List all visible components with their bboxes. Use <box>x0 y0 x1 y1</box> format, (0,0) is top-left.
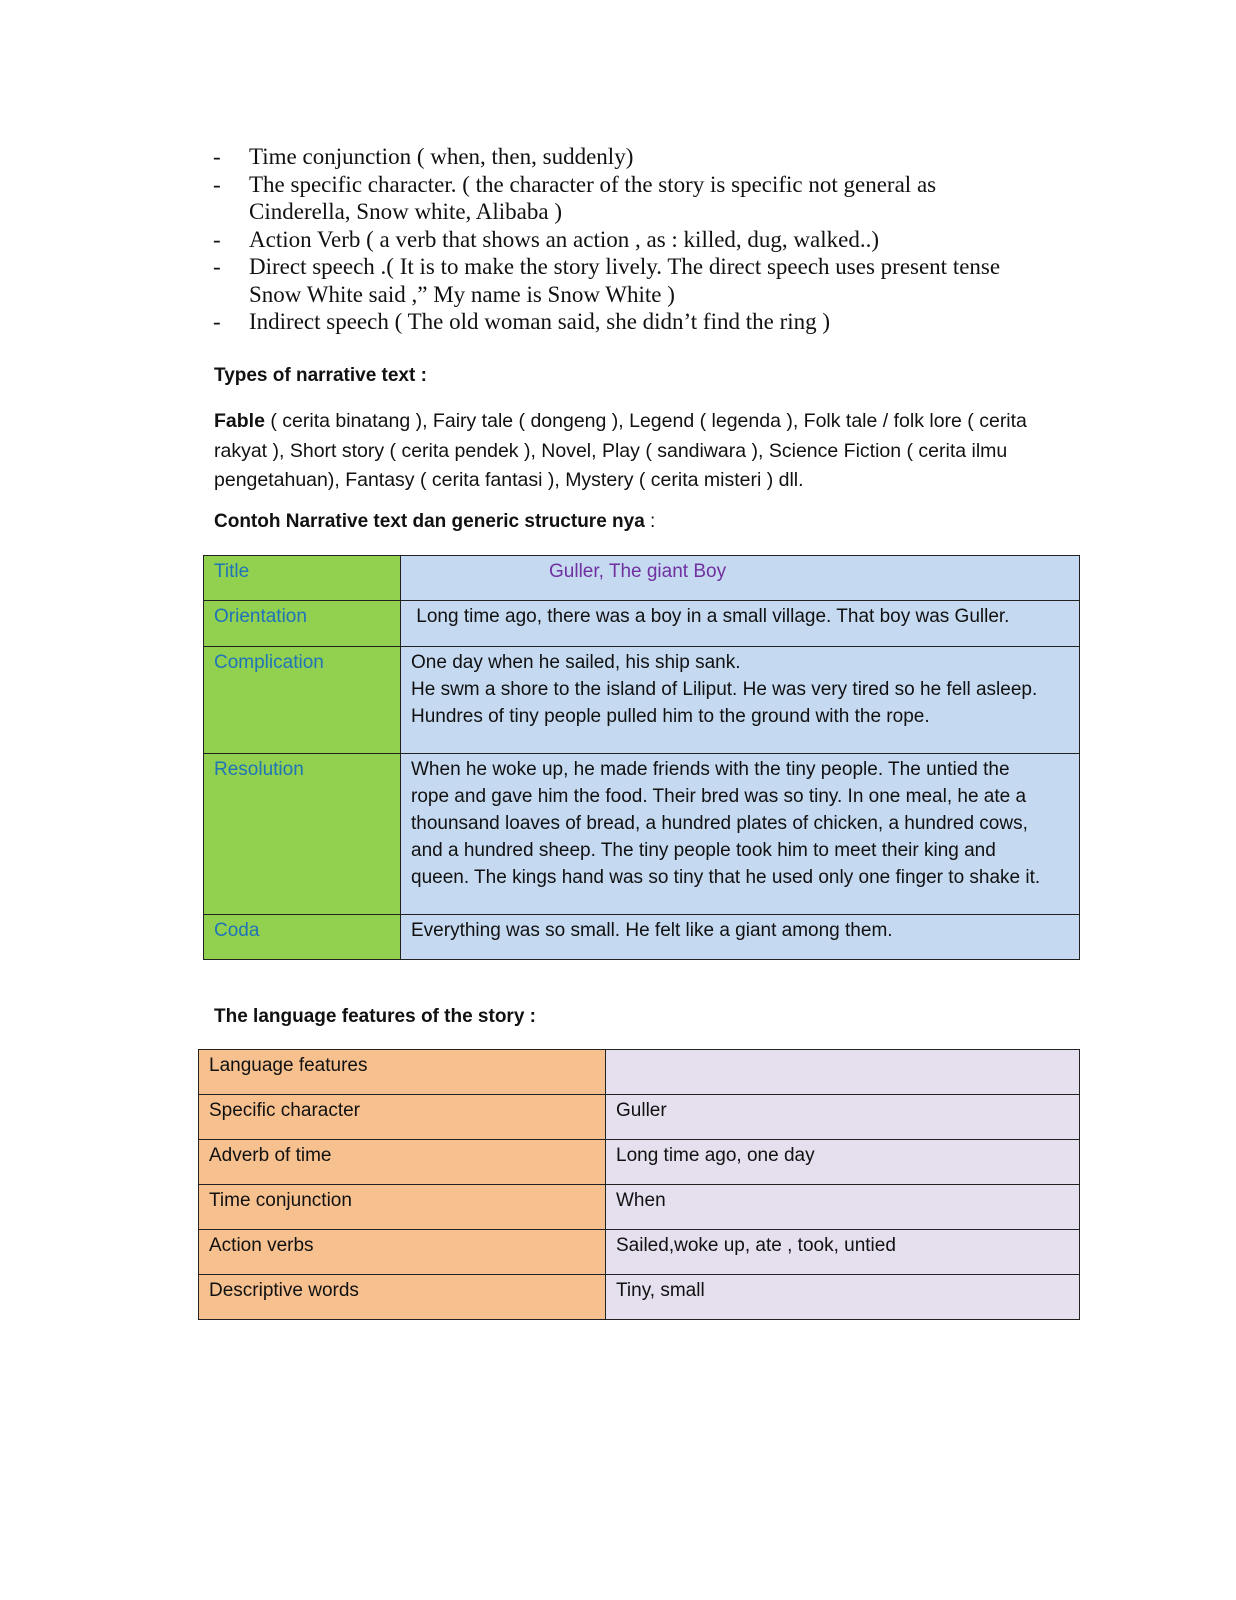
bullet-text: Indirect speech ( The old woman said, she didn’t find the ring ) <box>249 309 831 334</box>
features-heading: The language features of the story : <box>214 1006 536 1027</box>
feature-cell: Time conjunction <box>199 1185 606 1230</box>
label-resolution: Resolution <box>204 754 401 915</box>
types-lead: Fable <box>214 410 265 432</box>
value-cell: Guller <box>606 1095 1080 1140</box>
types-text: ( cerita binatang ), Fairy tale ( dongeng ), Legend ( legenda ), Folk tale / folk lore ( cerita rakyat ), Short story ( cerita pendek ), Novel, Play ( sandiwara ), Science Fiction ( cerita ilmu pengetahuan), Fantasy ( cerita fantasi ), Mystery ( cerita misteri ) dll. <box>214 410 1027 491</box>
contoh-heading: Contoh Narrative text dan generic structure nya : <box>214 511 656 532</box>
types-paragraph <box>214 407 1054 496</box>
bullet-item: - The specific character. ( the character of the story is specific not general as Cinderella, Snow white, Alibaba ) <box>213 171 1053 226</box>
bullet-item: - Direct speech .( It is to make the story lively. The direct speech uses present tense Snow White said ,” My name is Snow White ) <box>213 253 1053 308</box>
value-cell: Sailed,woke up, ate , took, untied <box>606 1230 1080 1275</box>
complication-text: One day when he sailed, his ship sank. He swm a shore to the island of Liliput. He was very tired so he fell asleep. Hundres of tiny people pulled him to the ground with the rope. <box>401 647 1080 754</box>
label-title: Title <box>204 556 401 601</box>
label-complication: Complication <box>204 647 401 754</box>
bullet-list <box>213 143 1053 336</box>
value-cell: When <box>606 1185 1080 1230</box>
language-features-table <box>198 1049 1080 1320</box>
table-row <box>199 1275 1080 1320</box>
table-row <box>204 915 1080 960</box>
table-row <box>199 1095 1080 1140</box>
feature-cell: Specific character <box>199 1095 606 1140</box>
table-row <box>204 754 1080 915</box>
table-row <box>204 601 1080 647</box>
value-cell: Tiny, small <box>606 1275 1080 1320</box>
types-heading: Types of narrative text : <box>214 365 427 386</box>
table-row <box>199 1185 1080 1230</box>
bullet-text: Direct speech .( It is to make the story lively. The direct speech uses present tense <box>249 254 1001 279</box>
bullet-item: - Action Verb ( a verb that shows an action , as : killed, dug, walked..) <box>213 226 1053 254</box>
table-row <box>204 647 1080 754</box>
orientation-text: Long time ago, there was a boy in a small village. That boy was Guller. <box>401 601 1080 647</box>
story-title: Guller, The giant Boy <box>401 556 1080 601</box>
bullet-text: Time conjunction ( when, then, suddenly) <box>249 144 634 169</box>
table-row <box>199 1050 1080 1095</box>
bullet-item: - Time conjunction ( when, then, suddenly) <box>213 143 1053 171</box>
feature-cell: Adverb of time <box>199 1140 606 1185</box>
value-cell: Long time ago, one day <box>606 1140 1080 1185</box>
coda-text: Everything was so small. He felt like a giant among them. <box>401 915 1080 960</box>
bullet-text: Cinderella, Snow white, Alibaba ) <box>249 199 562 224</box>
feature-cell: Action verbs <box>199 1230 606 1275</box>
table-row <box>199 1140 1080 1185</box>
bullet-text: Action Verb ( a verb that shows an action , as : killed, dug, walked..) <box>249 226 880 252</box>
label-coda: Coda <box>204 915 401 960</box>
narrative-structure-table <box>203 555 1080 960</box>
feature-cell: Language features <box>199 1050 606 1095</box>
bullet-item: - Indirect speech ( The old woman said, she didn’t find the ring ) <box>213 308 1053 336</box>
feature-cell: Descriptive words <box>199 1275 606 1320</box>
table-row <box>199 1230 1080 1275</box>
bullet-text: The specific character. ( the character of the story is specific not general as <box>249 171 937 197</box>
bullet-text: Snow White said ,” My name is Snow White ) <box>249 281 675 307</box>
label-orientation: Orientation <box>204 601 401 647</box>
resolution-text: When he woke up, he made friends with the tiny people. The untied the rope and gave him the food. Their bred was so tiny. In one meal, he ate a thounsand loaves of bread, a hundred plates of chicken, a hundred cows, and a hundred sheep. The tiny people took him to meet their king and queen. The kings hand was so tiny that he used only one finger to shake it. <box>401 754 1080 915</box>
value-cell <box>606 1050 1080 1095</box>
table-row <box>204 556 1080 601</box>
